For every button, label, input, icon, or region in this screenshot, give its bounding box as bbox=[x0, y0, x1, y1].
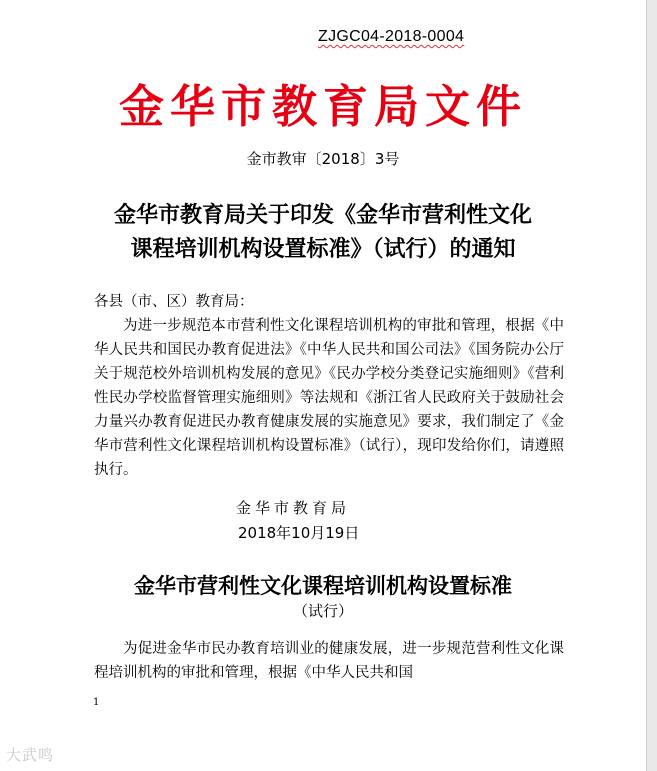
salutation: 各县（市、区）教育局： bbox=[94, 294, 254, 310]
watermark: 大武鸣 bbox=[6, 746, 55, 764]
document-code bbox=[318, 28, 464, 46]
signature: 金华市教育局 bbox=[236, 499, 351, 517]
notice-paragraph: 为进一步规范本市营利性文化课程培训机构的审批和管理，根据《中华人民共和国民办教育促进法》《中华人民共和国公司法》《国务院办公厅关于规范校外培训机构发展的意见》《民办学校分类登记实施细则》《营利性民办学校监督管理实施细则》等法规和《浙江省人民政府关于鼓励社会力量兴办教育促进民办教育健康发展的实施意见》要求，我们制定了《金华市营利性文化课程培训机构设置标准》（试行），现印发给你们，请遵照执行。 bbox=[94, 318, 564, 478]
signature-date: 2018年10月19日 bbox=[238, 524, 360, 542]
notice-title bbox=[0, 198, 646, 266]
red-header-title: 金华市教育局文件 bbox=[118, 80, 527, 133]
page-number: 1 bbox=[93, 697, 100, 708]
standard-title: 金华市营利性文化课程培训机构设置标准 bbox=[134, 573, 512, 598]
standard-subtitle: （试行） bbox=[292, 602, 353, 620]
document-number: 金市教审〔2018〕3号 bbox=[246, 150, 400, 168]
standard-paragraph: 为促进金华市民办教育培训业的健康发展，进一步规范营利性文化课程培训机构的审批和管理，根据《中华人民共和国 bbox=[94, 641, 564, 681]
document-code-text: ZJGC04-2018-0004 bbox=[318, 28, 465, 45]
notice-title-line1: 金华市教育局关于印发《金华市营利性文化 bbox=[113, 202, 532, 228]
page-edge-shadow bbox=[646, 0, 657, 771]
notice-title-line2: 课程培训机构设置标准》（试行）的通知 bbox=[130, 236, 516, 262]
